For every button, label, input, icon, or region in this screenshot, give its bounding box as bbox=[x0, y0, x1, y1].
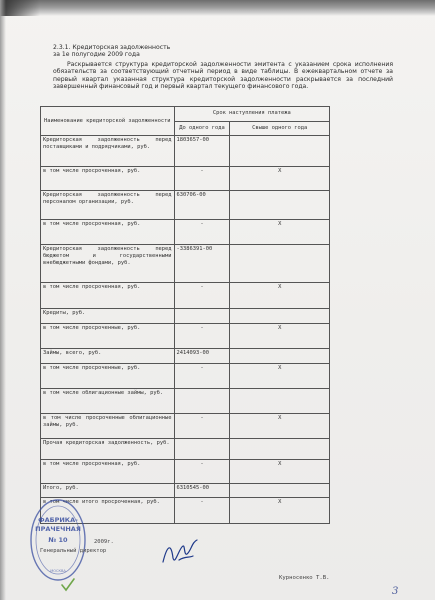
table-row bbox=[41, 414, 330, 439]
row-over-one-year: X bbox=[230, 460, 330, 484]
table-row bbox=[41, 167, 330, 191]
row-over-one-year: X bbox=[230, 167, 330, 191]
row-label: в том числе просроченная, руб. bbox=[41, 220, 175, 245]
intro-block bbox=[53, 44, 393, 90]
row-under-one-year bbox=[174, 309, 230, 324]
checkmark-icon bbox=[60, 577, 76, 593]
row-over-one-year: X bbox=[230, 324, 330, 349]
stamp-text-num: № 10 bbox=[48, 536, 68, 544]
row-label: в том числе просроченные, руб. bbox=[41, 364, 175, 389]
table-row bbox=[41, 439, 330, 460]
row-under-one-year bbox=[174, 439, 230, 460]
row-label: в том числе облигационные займы, руб. bbox=[41, 389, 175, 414]
table-row bbox=[41, 245, 330, 283]
row-over-one-year bbox=[230, 191, 330, 220]
row-label: Кредиторская задолженность перед бюджетом и государственными внебюджетными фондами, руб. bbox=[41, 245, 175, 283]
row-under-one-year: -3386391-00 bbox=[174, 245, 230, 283]
section-heading: 2.3.1. Кредиторская задолженность bbox=[53, 44, 171, 51]
row-under-one-year: - bbox=[174, 283, 230, 309]
row-under-one-year: - bbox=[174, 414, 230, 439]
row-under-one-year: - bbox=[174, 167, 230, 191]
row-label: в том числе просроченные облигационные займы, руб. bbox=[41, 414, 175, 439]
row-label: в том числе просроченная, руб. bbox=[41, 167, 175, 191]
row-label: в том числе итого просроченная, руб. bbox=[41, 498, 175, 524]
period-line: за 1е полугодие 2009 года bbox=[53, 51, 140, 59]
table-row bbox=[41, 349, 330, 364]
table-row bbox=[41, 389, 330, 414]
row-label: Кредиторская задолженность перед поставщиками и подрядчиками, руб. bbox=[41, 136, 175, 167]
row-over-one-year bbox=[230, 136, 330, 167]
row-over-one-year bbox=[230, 484, 330, 498]
table-row bbox=[41, 324, 330, 349]
stamp-text-mid: ПРАЧЕЧНАЯ bbox=[35, 525, 81, 533]
row-under-one-year: 6310545-00 bbox=[174, 484, 230, 498]
table-row bbox=[41, 498, 330, 524]
header-over-one-year: Свыше одного года bbox=[230, 121, 330, 136]
payables-table bbox=[40, 106, 330, 524]
row-label: в том числе просроченные, руб. bbox=[41, 324, 175, 349]
signature-year: 2009г. bbox=[94, 539, 114, 545]
row-over-one-year bbox=[230, 349, 330, 364]
signature-mark bbox=[159, 536, 201, 570]
row-under-one-year: 630706-00 bbox=[174, 191, 230, 220]
intro-paragraph: Раскрывается структура кредиторской задолженности эмитента с указанием срока исполнения обязательств за соответствующий отчетный период в виде таблицы. В ежеквартальном отчете за первый квартал указанная структура кредиторской задолженности раскрывается за последний завершенный финансовый год и первый квартал текущего финансового года. bbox=[53, 60, 393, 91]
header-term-group: Срок наступления платежа bbox=[174, 107, 329, 122]
row-over-one-year bbox=[230, 439, 330, 460]
table-row bbox=[41, 136, 330, 167]
row-over-one-year bbox=[230, 245, 330, 283]
table-row bbox=[41, 283, 330, 309]
row-under-one-year: - bbox=[174, 460, 230, 484]
row-over-one-year: X bbox=[230, 283, 330, 309]
table-row bbox=[41, 364, 330, 389]
signer-name: Курносенко Т.В. bbox=[279, 575, 330, 581]
header-name: Наименование кредиторской задолженности bbox=[41, 107, 175, 136]
row-over-one-year: X bbox=[230, 414, 330, 439]
row-label: Займы, всего, руб. bbox=[41, 349, 175, 364]
table-row bbox=[41, 220, 330, 245]
table-row bbox=[41, 460, 330, 484]
table-row bbox=[41, 309, 330, 324]
row-over-one-year: X bbox=[230, 220, 330, 245]
stamp-text-top: ФАБРИКА- bbox=[38, 516, 78, 524]
row-under-one-year: - bbox=[174, 364, 230, 389]
row-over-one-year: X bbox=[230, 364, 330, 389]
table-row bbox=[41, 191, 330, 220]
row-over-one-year bbox=[230, 389, 330, 414]
row-under-one-year: 2414093-00 bbox=[174, 349, 230, 364]
stamp-text-city: МОСКВА bbox=[50, 569, 66, 573]
scan-top-shadow bbox=[0, 0, 435, 16]
row-under-one-year: - bbox=[174, 324, 230, 349]
row-under-one-year: 1803657-00 bbox=[174, 136, 230, 167]
table-row bbox=[41, 484, 330, 498]
row-label: в том числе просроченная, руб. bbox=[41, 283, 175, 309]
row-label: Кредиты, руб. bbox=[41, 309, 175, 324]
row-label: Итого, руб. bbox=[41, 484, 175, 498]
scan-left-shadow bbox=[0, 0, 6, 600]
row-label: Прочая кредиторская задолженность, руб. bbox=[41, 439, 175, 460]
row-under-one-year: - bbox=[174, 498, 230, 524]
row-label: в том числе просроченная, руб. bbox=[41, 460, 175, 484]
row-over-one-year bbox=[230, 309, 330, 324]
row-label: Кредиторская задолженность перед персоналом организации, руб. bbox=[41, 191, 175, 220]
row-under-one-year: - bbox=[174, 220, 230, 245]
row-under-one-year bbox=[174, 389, 230, 414]
header-under-one-year: До одного года bbox=[174, 121, 230, 136]
signer-title: Генеральный директор bbox=[40, 548, 107, 554]
row-over-one-year: X bbox=[230, 498, 330, 524]
page-number: 3 bbox=[392, 586, 399, 597]
